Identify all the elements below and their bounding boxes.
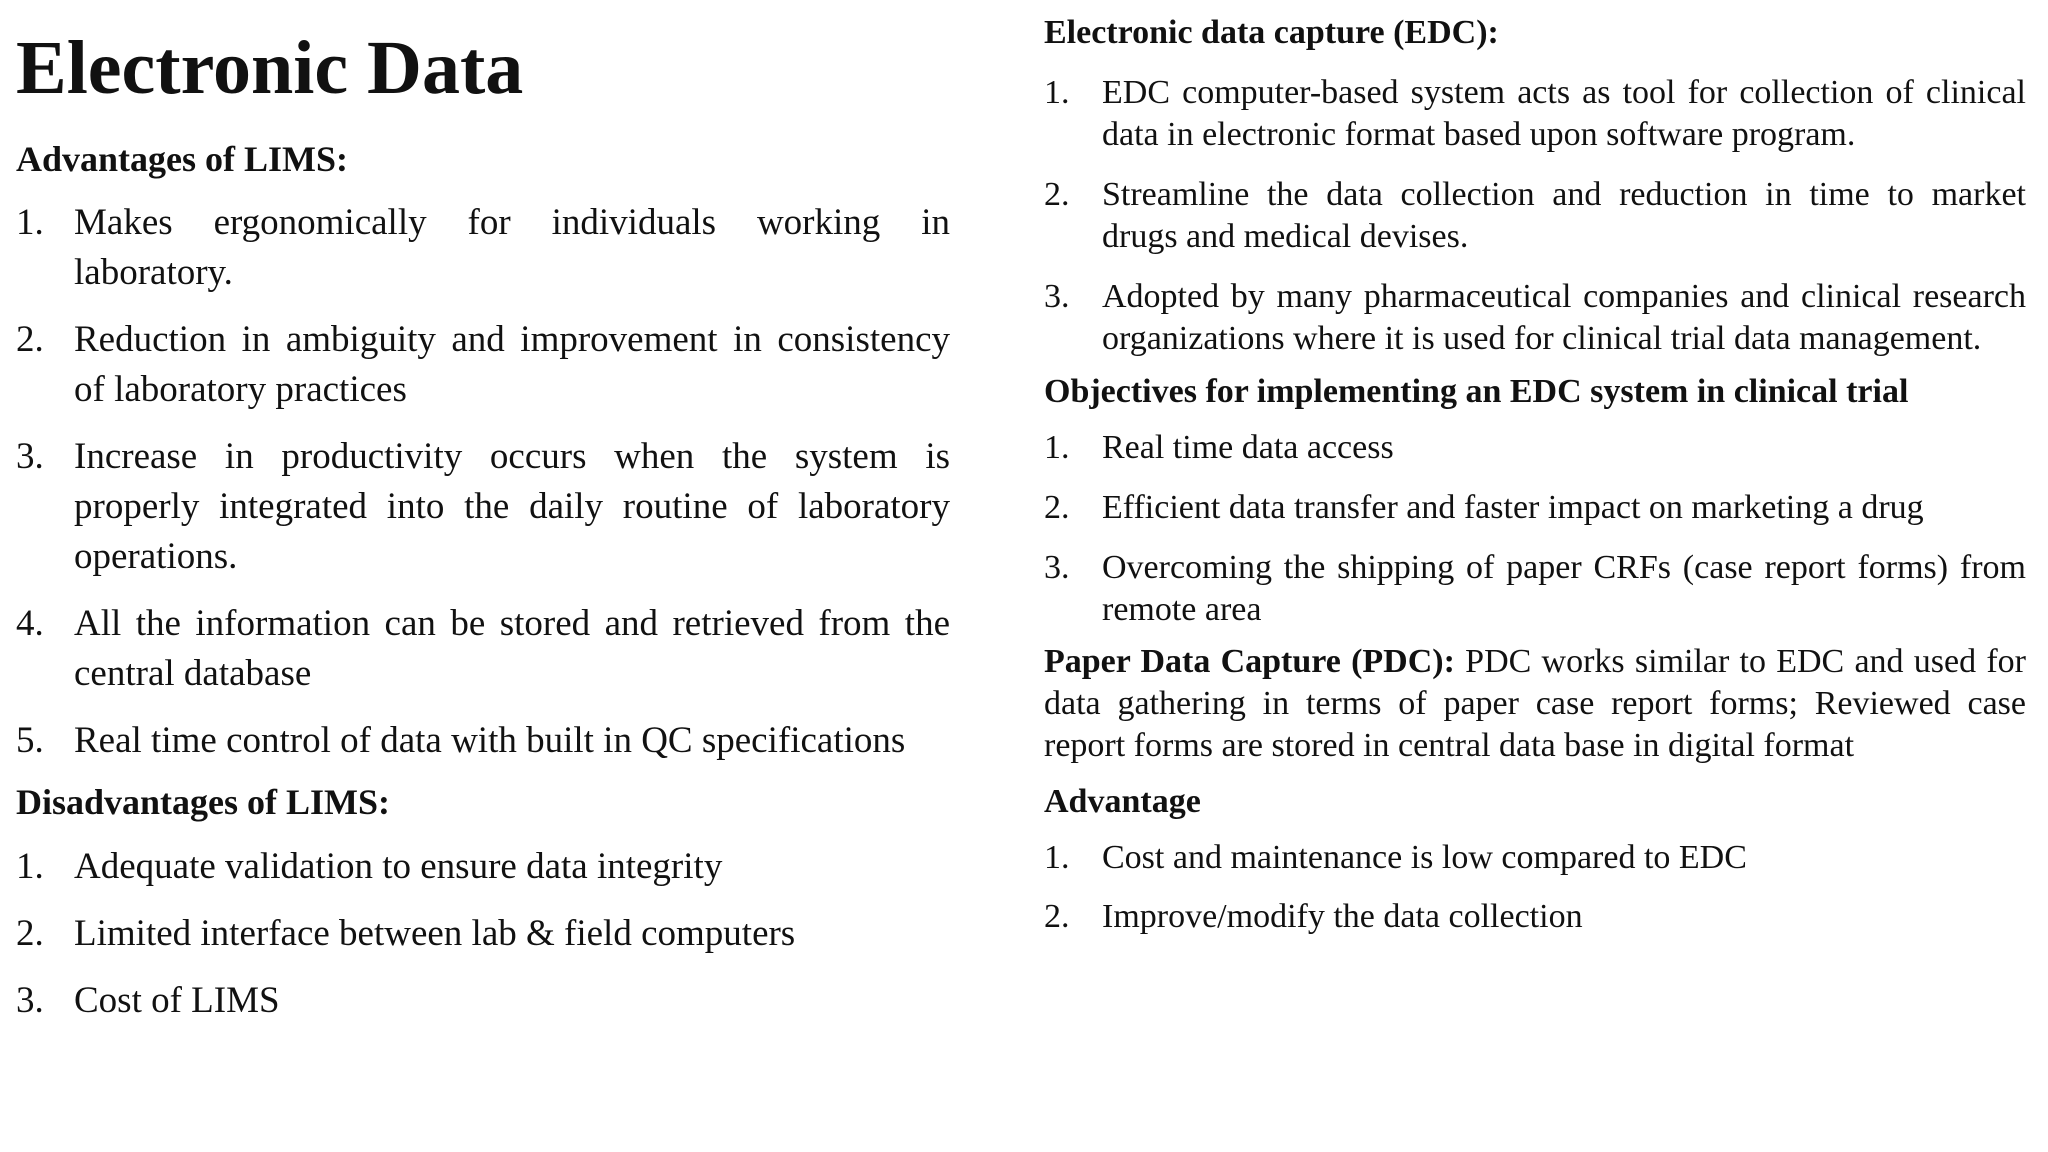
list-number: 1.	[16, 202, 44, 243]
right-column	[1044, 0, 2026, 938]
list-text: Cost and maintenance is low compared to EDC	[1102, 839, 1747, 876]
list-number: 2.	[16, 913, 44, 954]
list-item	[16, 976, 950, 1026]
pdc-lead: Paper Data Capture (PDC):	[1044, 643, 1455, 680]
list-number: 1.	[16, 846, 44, 887]
list-text: Limited interface between lab & field computers	[74, 913, 796, 954]
list-number: 1.	[1044, 429, 1070, 466]
pdc-advantage-heading: Advantage	[1044, 783, 1201, 820]
list-number: 2.	[1044, 176, 1070, 213]
list-number: 2.	[1044, 898, 1070, 935]
list-number: 4.	[16, 603, 44, 644]
page-title: Electronic Data	[16, 26, 524, 110]
list-number: 1.	[1044, 74, 1070, 111]
list-item	[1044, 837, 2026, 879]
list-text: All the information can be stored and retrieved from the central database	[74, 603, 950, 694]
list-number: 1.	[1044, 839, 1070, 876]
list-item	[1044, 276, 2026, 360]
left-column	[16, 0, 950, 1026]
pdc-advantage-list	[1044, 837, 2026, 938]
lims-advantages-list	[16, 198, 950, 766]
list-number: 2.	[1044, 489, 1070, 526]
lims-advantages-heading: Advantages of LIMS:	[16, 139, 349, 179]
list-item	[1044, 427, 2026, 469]
lims-disadvantages-list	[16, 842, 950, 1026]
list-text: Streamline the data collection and reduction in time to market drugs and medical devises.	[1102, 176, 2026, 255]
list-text: Real time data access	[1102, 429, 1394, 466]
list-item	[1044, 896, 2026, 938]
list-item	[16, 716, 950, 766]
list-item	[16, 432, 950, 582]
list-item	[1044, 487, 2026, 529]
list-item	[1044, 174, 2026, 258]
list-item	[16, 315, 950, 415]
pdc-text: PDC works similar to EDC and used for data gathering in terms of paper case report forms; Reviewed case report forms are stored in central data base in digital format	[1044, 643, 2026, 764]
edc-objectives-list	[1044, 427, 2026, 631]
edc-objectives-heading: Objectives for implementing an EDC system in clinical trial	[1044, 373, 1909, 410]
list-text: Adopted by many pharmaceutical companies and clinical research organizations where it is used for clinical trial data management.	[1102, 278, 2026, 357]
list-number: 3.	[1044, 549, 1070, 586]
list-text: Increase in productivity occurs when the system is properly integrated into the daily routine of laboratory operations.	[74, 436, 950, 577]
list-item	[16, 909, 950, 959]
list-text: Efficient data transfer and faster impact on marketing a drug	[1102, 489, 1924, 526]
list-number: 3.	[16, 436, 44, 477]
list-text: Cost of LIMS	[74, 980, 280, 1021]
list-text: Reduction in ambiguity and improvement in consistency of laboratory practices	[74, 319, 950, 410]
list-text: Makes ergonomically for individuals working in laboratory.	[74, 202, 950, 293]
list-text: Real time control of data with built in QC specifications	[74, 720, 906, 761]
list-number: 5.	[16, 720, 44, 761]
list-number: 3.	[16, 980, 44, 1021]
edc-list	[1044, 72, 2026, 360]
list-item	[16, 198, 950, 298]
list-number: 3.	[1044, 278, 1070, 315]
list-number: 2.	[16, 319, 44, 360]
list-item	[16, 599, 950, 699]
edc-heading: Electronic data capture (EDC):	[1044, 14, 1499, 51]
list-item	[1044, 547, 2026, 631]
lims-disadvantages-heading: Disadvantages of LIMS:	[16, 782, 391, 822]
list-item	[16, 842, 950, 892]
list-text: EDC computer-based system acts as tool for collection of clinical data in electronic format based upon software program.	[1102, 74, 2026, 153]
list-item	[1044, 72, 2026, 156]
pdc-paragraph	[1044, 641, 2026, 767]
list-text: Adequate validation to ensure data integrity	[74, 846, 723, 887]
list-text: Improve/modify the data collection	[1102, 898, 1583, 935]
list-text: Overcoming the shipping of paper CRFs (case report forms) from remote area	[1102, 549, 2026, 628]
